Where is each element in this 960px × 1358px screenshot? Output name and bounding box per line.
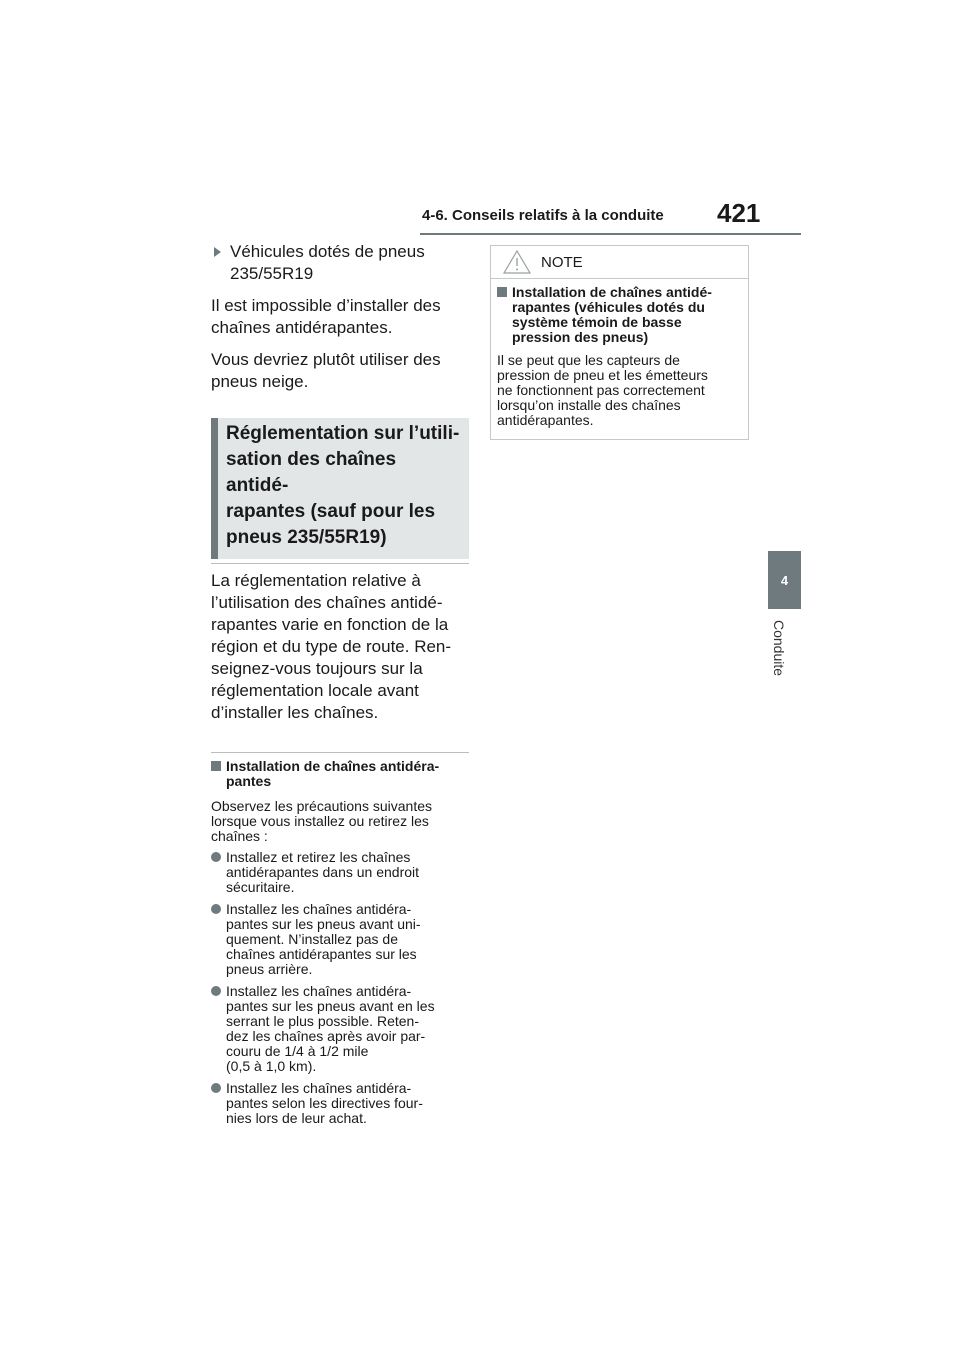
text-line: réglementation locale avant	[211, 681, 419, 700]
chapter-tab[interactable]	[768, 551, 801, 609]
text-line: région et du type de route. Ren-	[211, 637, 452, 656]
text-line: lorsqu’on installe des chaînes	[497, 397, 681, 413]
text-line: dez les chaînes après avoir par-	[226, 1028, 426, 1044]
chapter-label: Conduite	[771, 620, 787, 677]
page-number: 421	[717, 198, 761, 228]
subheading-line: Installation de chaînes antidéra-	[226, 758, 440, 774]
note-header	[491, 246, 748, 279]
subheading-line: Installation de chaînes antidé-	[512, 284, 712, 300]
note-text	[497, 353, 742, 428]
header-divider	[420, 233, 801, 235]
heading-divider	[211, 563, 469, 564]
text-line: Installez les chaînes antidéra-	[226, 1080, 412, 1096]
section-heading	[211, 418, 469, 559]
subheading-line: rapantes (véhicules dotés du	[512, 299, 705, 315]
text-line: sécuritaire.	[226, 879, 295, 895]
text-line: Installez les chaînes antidéra-	[226, 983, 412, 999]
text-line: chaînes antidérapantes sur les	[226, 946, 417, 962]
text-line: pantes sur les pneus avant en les	[226, 998, 435, 1014]
text-line: serrant le plus possible. Reten-	[226, 1013, 419, 1029]
text-line: pneus arrière.	[226, 961, 313, 977]
text-line: antidérapantes.	[497, 412, 594, 428]
square-bullet-icon	[211, 761, 221, 771]
text-line: couru de 1/4 à 1/2 mile	[226, 1043, 369, 1059]
subheading-line: système témoin de basse	[512, 314, 682, 330]
left-column	[211, 241, 469, 1133]
subheading-line: pression des pneus)	[512, 329, 649, 345]
text-line: lorsque vous installez ou retirez les	[211, 813, 429, 829]
circle-bullet-icon	[211, 904, 221, 914]
text-line: Installez les chaînes antidéra-	[226, 901, 412, 917]
list-item	[211, 1081, 469, 1126]
text-line: pression de pneu et les émetteurs	[497, 367, 708, 383]
list-item	[211, 984, 469, 1074]
note-subheading	[497, 285, 742, 345]
text-line: Il se peut que les capteurs de	[497, 352, 680, 368]
heading-line: pneus 235/55R19)	[226, 527, 387, 548]
text-line: La réglementation relative à	[211, 571, 421, 590]
regulation-paragraph	[211, 570, 469, 724]
text-line: ne fonctionnent pas correctement	[497, 382, 705, 398]
text-line: pantes sur les pneus avant uni-	[226, 916, 421, 932]
text-line: rapantes varie en fonction de la	[211, 615, 449, 634]
text-line: d’installer les chaînes.	[211, 703, 379, 722]
heading-line: sation des chaînes antidé-	[226, 449, 397, 496]
text-line: chaînes :	[211, 828, 268, 844]
circle-bullet-icon	[211, 1083, 221, 1093]
precautions-intro	[211, 799, 469, 844]
text-line: nies lors de leur achat.	[226, 1110, 367, 1126]
text-line: Observez les précautions suivantes	[211, 798, 432, 814]
list-item	[211, 850, 469, 895]
note-label: NOTE	[541, 253, 583, 271]
text-line: antidérapantes dans un endroit	[226, 864, 420, 880]
heading-line: Réglementation sur l’utili-	[226, 423, 460, 444]
triangle-bullet-icon	[214, 247, 221, 257]
text-line: (0,5 à 1,0 km).	[226, 1058, 317, 1074]
square-bullet-icon	[497, 287, 507, 297]
vehicle-condition-text: Véhicules dotés de pneus 235/55R19	[230, 242, 425, 283]
list-item	[211, 902, 469, 977]
text-line: quement. N’installez pas de	[226, 931, 398, 947]
text-line: l’utilisation des chaînes antidé-	[211, 593, 443, 612]
text-line: seignez-vous toujours sur la	[211, 659, 423, 678]
vehicle-condition	[211, 241, 469, 285]
paragraph-impossible: Il est impossible d’installer des chaînes antidérapantes.	[211, 296, 441, 337]
text-line: Installez et retirez les chaînes	[226, 849, 411, 865]
text-line: pantes selon les directives four-	[226, 1095, 423, 1111]
note-body	[491, 285, 748, 428]
note-box	[490, 245, 749, 440]
heading-line: rapantes (sauf pour les	[226, 501, 436, 522]
circle-bullet-icon	[211, 852, 221, 862]
warning-triangle-icon	[503, 250, 531, 274]
subheading-line: pantes	[226, 773, 272, 789]
paragraph-snow-tires: Vous devriez plutôt utiliser des pneus neige.	[211, 350, 441, 391]
circle-bullet-icon	[211, 986, 221, 996]
chapter-number: 4	[780, 572, 789, 588]
subheading-installation	[211, 752, 469, 789]
precautions-list	[211, 850, 469, 1126]
section-title: 4-6. Conseils relatifs à la conduite	[422, 207, 664, 224]
